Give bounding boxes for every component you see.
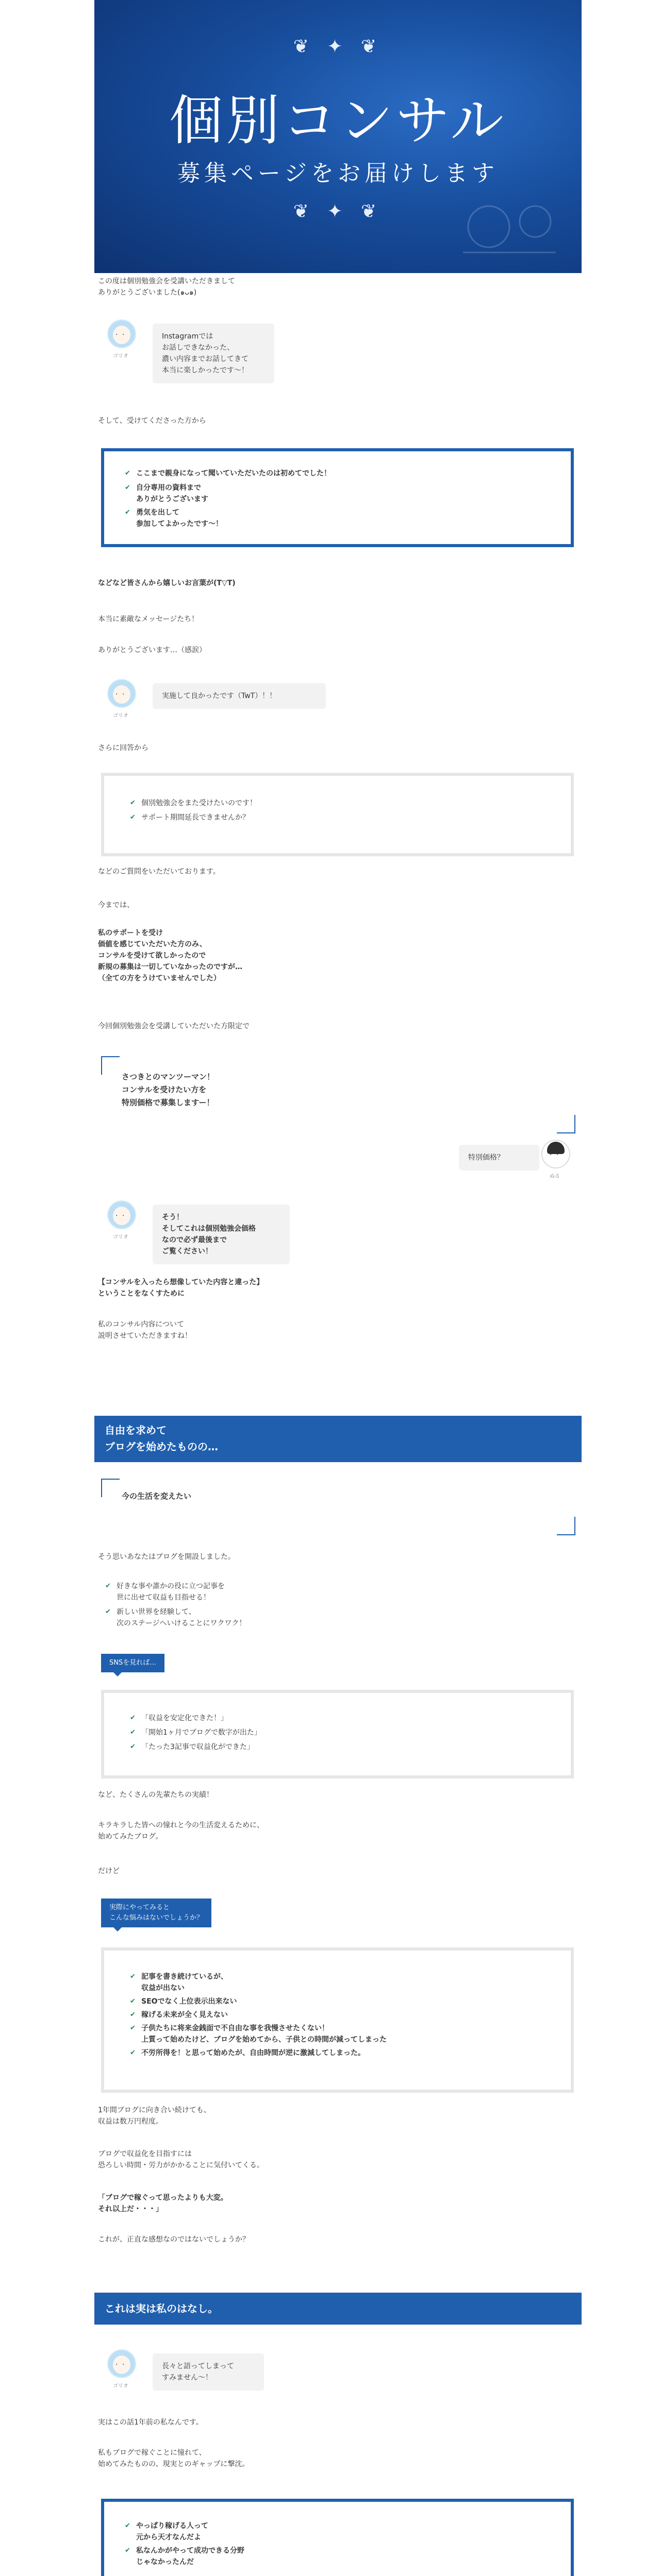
hero-banner — [94, 0, 582, 273]
s1-line2: など、たくさんの先輩たちの実績！ — [98, 1791, 213, 1799]
hero-subtitle: 募集ページをお届けします — [177, 160, 499, 187]
avatar: · · ゴリオ — [101, 319, 140, 366]
check-item: ✔ 記事を書き続けているが、 収益が出ない — [130, 1971, 228, 1994]
s1-line1: そう思いあなたはブログを開設しました。 — [98, 1553, 235, 1561]
s1-line7: 「ブログで稼ぐって思ったよりも大変。 それ以上だ・・・」 — [98, 2194, 228, 2213]
check-item: ✔ 好きな事や誰かの役に立つ記事を 世に出せて収益も目指せる！ — [105, 1581, 225, 1603]
highlight-box-blue — [101, 2499, 574, 2576]
check-item: ✔ 個別勉強会をまた受けたいのです！ — [130, 798, 257, 809]
highlight-box-blue — [101, 448, 574, 547]
avatar-right: · · ぬる — [535, 1140, 574, 1186]
intro-line11: 【コンサルを入ったら想像していた内容と違った】 ということをなくすために — [98, 1278, 264, 1298]
check-item: ✔ サポート期間延長できませんか？ — [130, 812, 250, 823]
s2-line1: 実はこの話1年前の私なんです。 — [98, 2418, 203, 2427]
check-item: ✔ 勇気を出して 参加してよかったです〜！ — [125, 507, 223, 530]
s1-line5: 1年間ブログに向き合い続けても、 収益は数万円程度。 — [98, 2106, 211, 2126]
check-item: ✔ 「開始1ヶ月でブログで数字が出た」 — [130, 1727, 261, 1738]
hero-ornament-bottom: ❦ ✦ ❦ — [293, 201, 383, 222]
s2-line2: 私もブログで稼ぐことに憧れて、 始めてみたものの、現実とのギャップに撃沈。 — [98, 2449, 250, 2468]
avatar: · · ゴリオ — [101, 679, 140, 725]
quote-text: さつきとのマンツーマン！ コンサルを受けたい方を 特別価格で募集しますー！ — [122, 1072, 215, 1107]
intro-line1: この度は個別勉強会を受講いただきまして ありがとうございました(๑ᴗ๑) — [98, 277, 235, 297]
section-header — [94, 1416, 582, 1462]
check-item: ✔ 「たった3記事で収益化ができた」 — [130, 1741, 254, 1753]
check-item: ✔ ここまで親身になって聞いていただいたのは初めてでした！ — [125, 468, 331, 479]
check-item: ✔ 自分専用の資料まで ありがとうございます — [125, 482, 208, 505]
label-pill: SNSを見れば… — [101, 1654, 164, 1672]
quote-block — [101, 1479, 575, 1535]
check-item: ✔ やっぱり稼げる人って 元から天才なんだよ — [125, 2520, 208, 2543]
label-pill: 実際にやってみると こんな悩みはないでしょうか？ — [101, 1899, 211, 1927]
info-box-grey — [101, 1947, 574, 2093]
info-box-grey — [101, 1690, 574, 1778]
section-title: これは実は私のはなし。 — [105, 2302, 218, 2315]
s1-line6: ブログで収益化を目指すには 恐ろしい時間・労力がかかることに気付いてくる。 — [98, 2150, 264, 2170]
section-title: 自由を求めて ブログを始めたものの… — [105, 1424, 218, 1453]
avatar: · · ゴリオ — [101, 1200, 140, 1247]
hero-title: 個別コンサル — [169, 89, 507, 152]
intro-line3: などなど皆さんから嬉しいお言葉が(T▽T) — [98, 579, 236, 587]
s1-line8: これが、正直な感想なのではないでしょうか？ — [98, 2235, 250, 2244]
s1-line4: だけど — [98, 1867, 120, 1875]
intro-line6: さらに回答から — [98, 744, 148, 752]
speech-bubble: そう！ そしてこれは個別勉強会価格 なので必ず最後まで ご覧ください！ — [153, 1205, 290, 1264]
speech-bubble: 長々と語ってしまって すみません〜！ — [153, 2353, 264, 2391]
section-header — [94, 2293, 582, 2325]
avatar: · · ゴリオ — [101, 2349, 140, 2396]
intro-line12: 私のコンサル内容について 説明させていただきますね！ — [98, 1320, 192, 1340]
check-item: ✔ 不労所得を！と思って始めたが、自由時間が逆に激減してしまった。 — [130, 2047, 365, 2059]
check-item: ✔ 稼げる未来が全く見えない — [130, 2009, 228, 2021]
info-box-grey — [101, 773, 574, 856]
check-item: ✔ 「収益を安定化できた！」 — [130, 1713, 228, 1724]
intro-line2: そして、受けてくださった方から — [98, 417, 206, 425]
check-item: ✔ 新しい世界を経験して、 次のステージへいけることにワクワク！ — [105, 1606, 246, 1629]
quote-text: 今の生活を変えたい — [122, 1492, 192, 1501]
intro-line10: 今回個別勉強会を受講していただいた方限定で — [98, 1022, 250, 1030]
hero-ornament-top: ❦ ✦ ❦ — [293, 36, 383, 57]
intro-line7: などのご質問をいただいております。 — [98, 868, 220, 876]
quote-block — [101, 1056, 575, 1133]
intro-line9: 私のサポートを受け 価値を感じていただいた方のみ、 コンサルを受けて欲しかったので 新規の募集は一切していなかったのですが… （全ての方をうけていませんでした） — [98, 929, 242, 982]
speech-bubble: Instagramでは お話しできなかった、 濃い内容までお話してきて 本当に楽しかったです〜！ — [153, 324, 274, 383]
intro-line4: 本当に素敵なメッセージたち！ — [98, 615, 199, 623]
speech-bubble-right: 特別価格？ — [459, 1145, 539, 1171]
check-item: ✔ 子供たちに将来金銭面で不自由な事を我慢させたくない！ 上質って始めたけど、ブログを始めてから、子供との時間が減ってしまった — [130, 2023, 387, 2045]
hero-decoration-icon — [458, 196, 561, 258]
s1-line3: キラキラした皆への憧れと今の生活変えるために、 始めてみたブログ。 — [98, 1821, 264, 1841]
intro-line8: 今までは、 — [98, 901, 134, 909]
speech-bubble: 実施して良かったです（TwT）！！ — [153, 683, 326, 709]
intro-line5: ありがとうございます…（感涙） — [98, 646, 206, 654]
check-item: ✔ SEOでなく上位表示出来ない — [130, 1996, 237, 2007]
check-item: ✔ 私なんかがやって成功できる分野 じゃなかったんだ — [125, 2545, 244, 2568]
